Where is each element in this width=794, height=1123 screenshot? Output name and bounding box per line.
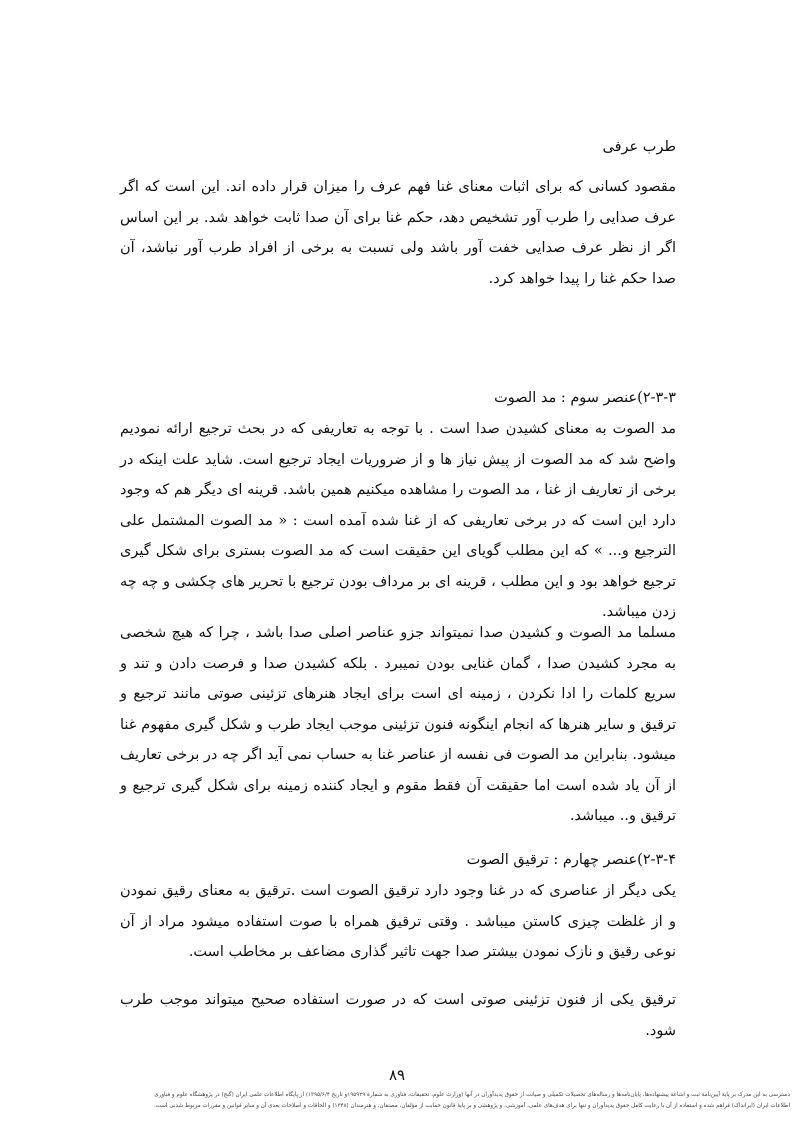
section-paragraph xyxy=(120,172,676,294)
heading-text: ۲-۳-۳)عنصر سوم : مد الصوت xyxy=(494,390,676,406)
section-paragraph xyxy=(120,876,676,968)
paragraph-text: مد الصوت به معنای کشیدن صدا است . با توجه به تعاریفی که در بحث ترجیع ارائه نمودیم واضح شد که مد الصوت از پیش نیاز ها و از ضروریات ایجاد ترجیع است. شاید علت اینکه در برخی از تعاریف از غنا ، مد الصوت را مشاهده میکنیم همین باشد. قرینه ای دیگر هم که وجود دارد این است که در برخی تعاریفی که از غنا شده آمده است : « مد الصوت المشتمل علی الترجیع و... » که این مطلب گویای این حقیقت است که مد الصوت بستری برای شکل گیری ترجیع خواهد بود و این مطلب ، قرینه ای بر مرداف بودن ترجیع با تحریر های چکشی و چه چه زدن میباشد. xyxy=(120,421,676,620)
page-number: ۸۹ xyxy=(388,1066,406,1084)
paragraph-text: یکی دیگر از عناصری که در غنا وجود دارد ترقیق الصوت است .ترقیق به معنای رقیق نمودن و از غلظت چیزی کاستن میباشد . وقتی ترقیق همراه با صوت استفاده میشود مراد از آن نوعی رقیق و نازک نمودن بیشتر صدا جهت تاثیر گذاری مضاعف بر مخاطب است. xyxy=(120,883,676,960)
footer-line: دسترسی به این مدرک بر پایهٔ آیین‌نامهٔ ثبت و اشاعهٔ پیشنهاده‌ها، پایان‌نامه‌ها و رساله‌های تحصیلات تکمیلی و صیانت از حقوق پدیدآوران در آنها (وزارت علوم، تحقیقات، فناوری به شمارهٔ ۱۹۵۹۲۹و تاریخ ۱۳۹۵/۶/۴) از پایگاه اطلاعات علمی ایران (گنج) در پژوهشگاه علوم و فناوری xyxy=(154,1092,790,1098)
heading-text: ۲-۳-۴)عنصر چهارم : ترقیق الصوت xyxy=(466,852,676,868)
copyright-footer xyxy=(4,1090,790,1112)
section-heading xyxy=(120,850,676,870)
paragraph-text: مسلما مد الصوت و کشیدن صدا نمیتواند جزو عناصر اصلی صدا باشد ، چرا که هیچ شخصی به مجرد کشیدن صدا ، گمان غنایی بودن نمیبرد . بلکه کشیدن صدا و فرصت دادن و تند و سریع کلمات را ادا نکردن ، زمینه ای است برای ایجاد هنرهای تزئینی صوتی مانند ترجیع و ترقیق و سایر هنرها که انجام اینگونه فنون تزئینی موجب ایجاد طرب و شکل گیری مفهوم غنا میشود. بنابراین مد الصوت فی نفسه از عناصر غنا به حساب نمی آید اگر چه در برخی تعاریف از آن یاد شده است اما حقیقت آن فقط مقوم و ایجاد کننده زمینه برای شکل گیری ترجیع و ترقیق و.. میباشد. xyxy=(120,625,676,824)
paragraph-text: مقصود کسانی که برای اثبات معنای غنا فهم عرف را میزان قرار داده اند. این است که اگر عرف صدایی را طرب آور تشخیص دهد، حکم غنا برای آن صدا ثابت خواهد شد. بر این اساس اگر از نظر عرف صدایی خفت آور باشد ولی نسبت به برخی از افراد طرب آور نباشد، آن صدا حکم غنا را پیدا خواهد کرد. xyxy=(120,179,676,287)
paragraph-text: ترقیق یکی از فنون تزئینی صوتی است که در صورت استفاده صحیح میتواند موجب طرب شود. xyxy=(120,992,676,1039)
section-paragraph xyxy=(120,985,676,1046)
section-paragraph xyxy=(120,414,676,628)
section-heading xyxy=(120,388,676,408)
footer-line: اطلاعات ایران (ایرانداک) فراهم شده و استفاده از آن با رعایت کامل حقوق پدیدآوران و تنها برای هدف‌های علمی، آموزشی، و پژوهشی و بر پایهٔ قانون حمایت از مؤلفان، مصنفان، و هنرمندان (۱۳۴۸) و الحاقات و اصلاحات بعدی آن و سایر قوانین و مقررات مربوط شدنی است. xyxy=(153,1103,790,1109)
section-paragraph xyxy=(120,618,676,832)
section-heading xyxy=(120,137,676,157)
heading-text: طرب عرفی xyxy=(602,139,676,155)
